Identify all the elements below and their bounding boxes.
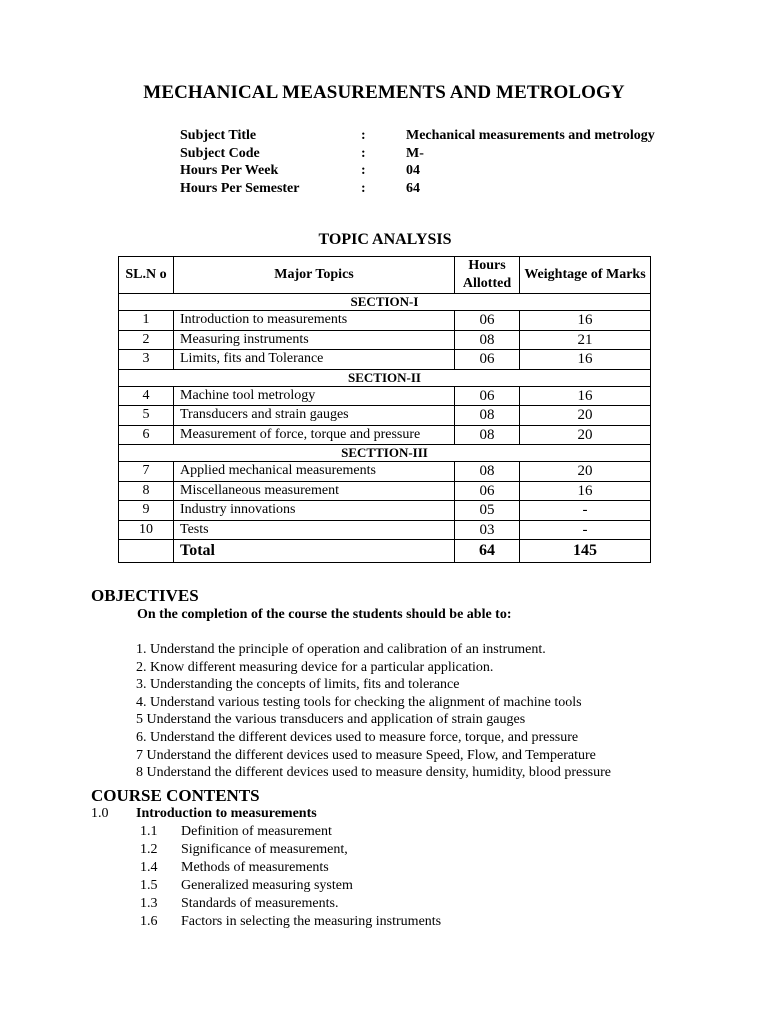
total-label: Total bbox=[174, 540, 455, 563]
cell-sl: 8 bbox=[119, 481, 174, 501]
cell-hours: 06 bbox=[455, 481, 520, 501]
cell-hours: 08 bbox=[455, 462, 520, 482]
cell-sl: 2 bbox=[119, 330, 174, 350]
list-item bbox=[0, 823, 700, 841]
course-contents-heading: COURSE CONTENTS bbox=[91, 786, 260, 805]
table-row bbox=[119, 311, 651, 331]
subject-info-key: Subject Code bbox=[180, 145, 260, 161]
list-item: 7 Understand the different devices used to measure Speed, Flow, and Temperature bbox=[136, 747, 596, 763]
item-text: Generalized measuring system bbox=[181, 878, 353, 893]
cell-hours: 06 bbox=[455, 386, 520, 406]
section-label: SECTTION-III bbox=[119, 445, 651, 462]
list-item bbox=[0, 895, 700, 913]
topic-analysis-table bbox=[118, 256, 651, 563]
unit-title: Introduction to measurements bbox=[136, 806, 317, 821]
subject-info-value: Mechanical measurements and metrology bbox=[406, 128, 655, 143]
item-number: 1.5 bbox=[140, 878, 158, 893]
subject-info-value: M- bbox=[406, 145, 424, 161]
subject-info-value: 04 bbox=[406, 163, 420, 179]
cell-marks: 16 bbox=[520, 311, 651, 331]
cell-hours: 03 bbox=[455, 520, 520, 540]
objectives-intro: On the completion of the course the students should be able to: bbox=[137, 607, 512, 622]
cell-marks: 20 bbox=[520, 462, 651, 482]
cell-hours: 08 bbox=[455, 330, 520, 350]
cell-hours: 08 bbox=[455, 406, 520, 426]
section-label: SECTION-I bbox=[119, 294, 651, 311]
item-text: Significance of measurement, bbox=[181, 842, 348, 857]
item-number: 1.2 bbox=[140, 842, 158, 857]
list-item: 2. Know different measuring device for a particular application. bbox=[136, 659, 494, 675]
cell-marks: - bbox=[520, 501, 651, 521]
subject-info-key: Subject Title bbox=[180, 128, 257, 143]
cell-hours: 06 bbox=[455, 311, 520, 331]
cell-marks: 16 bbox=[520, 481, 651, 501]
list-item: 4. Understand various testing tools for checking the alignment of machine tools bbox=[136, 694, 582, 710]
item-number: 1.3 bbox=[140, 896, 158, 911]
cell-marks: - bbox=[520, 520, 651, 540]
cell-topic: Transducers and strain gauges bbox=[174, 406, 455, 426]
objectives-heading: OBJECTIVES bbox=[91, 586, 199, 605]
list-item: 1. Understand the principle of operation and calibration of an instrument. bbox=[136, 642, 546, 657]
table-row bbox=[119, 481, 651, 501]
cell-sl: 5 bbox=[119, 406, 174, 426]
cell-marks: 20 bbox=[520, 425, 651, 445]
table-row bbox=[119, 386, 651, 406]
list-item bbox=[0, 841, 700, 859]
col-header-hours: Hours Allotted bbox=[455, 257, 520, 294]
item-number: 1.6 bbox=[140, 914, 158, 929]
cell-sl: 3 bbox=[119, 350, 174, 370]
section-row bbox=[119, 294, 651, 311]
cell-sl-empty bbox=[119, 540, 174, 563]
section-row bbox=[119, 369, 651, 386]
cell-marks: 16 bbox=[520, 386, 651, 406]
section-label: SECTION-II bbox=[119, 369, 651, 386]
document-title: MECHANICAL MEASUREMENTS AND METROLOGY bbox=[143, 82, 625, 103]
item-text: Standards of measurements. bbox=[181, 896, 339, 911]
unit-number: 1.0 bbox=[91, 806, 109, 821]
cell-marks: 20 bbox=[520, 406, 651, 426]
item-text: Definition of measurement bbox=[181, 824, 332, 839]
item-number: 1.1 bbox=[140, 824, 158, 839]
item-text: Methods of measurements bbox=[181, 860, 329, 875]
subject-info-sep: : bbox=[361, 145, 366, 161]
cell-sl: 4 bbox=[119, 386, 174, 406]
cell-topic: Tests bbox=[174, 520, 455, 540]
cell-hours: 06 bbox=[455, 350, 520, 370]
cell-hours: 05 bbox=[455, 501, 520, 521]
cell-sl: 9 bbox=[119, 501, 174, 521]
objectives-list bbox=[136, 641, 611, 782]
cell-topic: Introduction to measurements bbox=[174, 311, 455, 331]
table-row bbox=[119, 425, 651, 445]
col-header-weightage: Weightage of Marks bbox=[520, 257, 651, 294]
cell-topic: Measuring instruments bbox=[174, 330, 455, 350]
cell-topic: Limits, fits and Tolerance bbox=[174, 350, 455, 370]
section-row bbox=[119, 445, 651, 462]
cell-hours: 08 bbox=[455, 425, 520, 445]
subject-info-sep: : bbox=[361, 163, 366, 179]
list-item: 5 Understand the various transducers and application of strain gauges bbox=[136, 712, 526, 728]
list-item: 3. Understanding the concepts of limits, fits and tolerance bbox=[136, 677, 460, 693]
table-header-row bbox=[119, 257, 651, 294]
table-row bbox=[119, 350, 651, 370]
total-marks: 145 bbox=[520, 540, 651, 563]
table-row bbox=[119, 330, 651, 350]
list-item: 6. Understand the different devices used to measure force, torque, and pressure bbox=[136, 729, 579, 745]
list-item: 8 Understand the different devices used to measure density, humidity, blood pressure bbox=[136, 765, 611, 781]
cell-topic: Applied mechanical measurements bbox=[174, 462, 455, 482]
subject-info-key: Hours Per Week bbox=[180, 163, 279, 179]
subject-info-value: 64 bbox=[406, 180, 420, 196]
list-item bbox=[0, 877, 700, 895]
table-row bbox=[119, 462, 651, 482]
cell-sl: 6 bbox=[119, 425, 174, 445]
list-item bbox=[0, 859, 700, 877]
cell-marks: 16 bbox=[520, 350, 651, 370]
subject-info-key: Hours Per Semester bbox=[180, 180, 300, 196]
subject-info-sep: : bbox=[361, 128, 366, 143]
item-number: 1.4 bbox=[140, 860, 158, 875]
cell-topic: Miscellaneous measurement bbox=[174, 481, 455, 501]
cell-sl: 10 bbox=[119, 520, 174, 540]
cell-sl: 1 bbox=[119, 311, 174, 331]
table-row bbox=[119, 501, 651, 521]
cell-topic: Industry innovations bbox=[174, 501, 455, 521]
total-hours: 64 bbox=[455, 540, 520, 563]
subject-info-sep: : bbox=[361, 180, 366, 196]
table-row bbox=[119, 520, 651, 540]
item-text: Factors in selecting the measuring instruments bbox=[181, 914, 442, 929]
total-row bbox=[119, 540, 651, 563]
list-item bbox=[0, 913, 700, 931]
col-header-sl-no: SL.N o bbox=[119, 257, 174, 294]
table-row bbox=[119, 406, 651, 426]
cell-marks: 21 bbox=[520, 330, 651, 350]
cell-topic: Machine tool metrology bbox=[174, 386, 455, 406]
course-contents-list bbox=[0, 823, 700, 931]
topic-analysis-title: TOPIC ANALYSIS bbox=[318, 231, 452, 248]
col-header-major-topics: Major Topics bbox=[174, 257, 455, 294]
cell-topic: Measurement of force, torque and pressure bbox=[174, 425, 455, 445]
cell-sl: 7 bbox=[119, 462, 174, 482]
